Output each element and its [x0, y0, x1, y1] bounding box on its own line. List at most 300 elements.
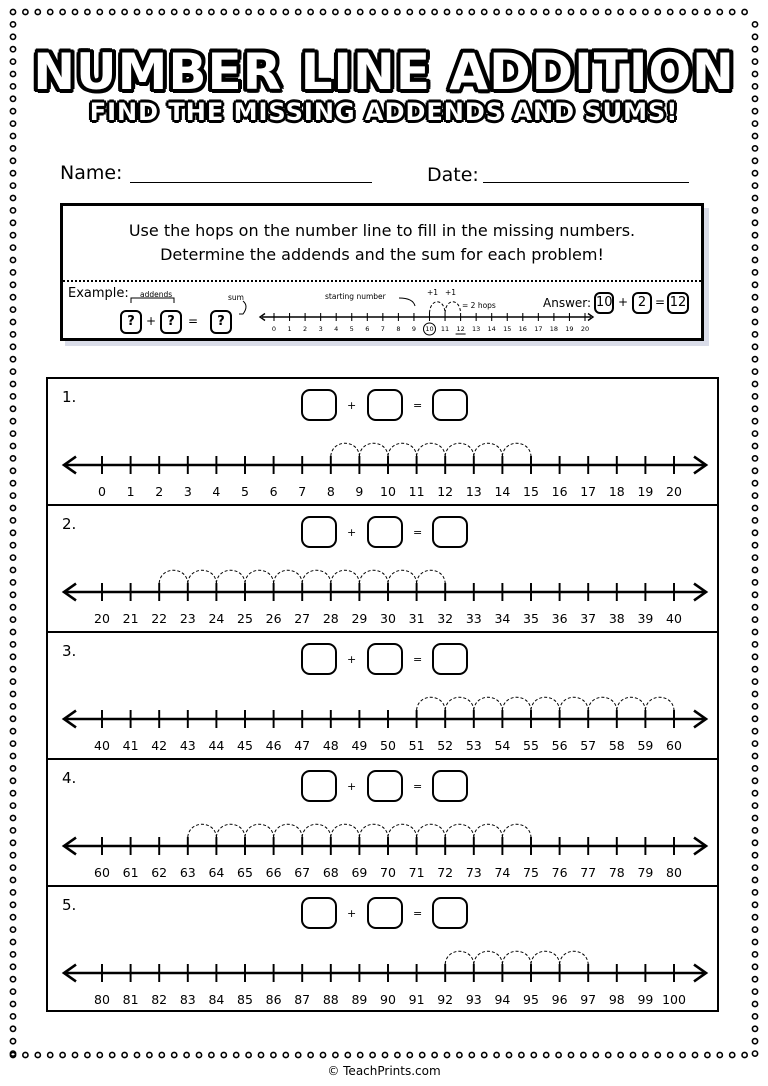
border-dot	[10, 964, 15, 969]
tick-label: 61	[122, 865, 139, 880]
border-dot	[10, 456, 15, 461]
tick-label: 18	[608, 484, 625, 499]
problem-row	[48, 633, 717, 760]
tick-label: 81	[122, 992, 139, 1007]
tick-label: 17	[534, 325, 543, 333]
border-dot	[10, 654, 15, 659]
border-dot	[10, 146, 15, 151]
border-dot	[752, 605, 757, 610]
tick-label: 48	[322, 738, 339, 753]
border-dot	[110, 1052, 115, 1057]
border-dot	[680, 9, 685, 14]
border-dot	[752, 381, 757, 386]
hop-arc	[474, 951, 503, 964]
border-dot	[395, 9, 400, 14]
border-dot	[752, 952, 757, 957]
border-dot	[382, 9, 387, 14]
tick-label: 5	[349, 325, 354, 333]
number-line	[48, 506, 717, 631]
border-dot	[752, 233, 757, 238]
border-dot	[752, 716, 757, 721]
border-dot	[752, 208, 757, 213]
border-dot	[469, 1052, 474, 1057]
border-dot	[10, 753, 15, 758]
border-dot	[358, 1052, 363, 1057]
border-dot	[752, 394, 757, 399]
tick-label: 17	[580, 484, 597, 499]
hop-arc	[359, 824, 388, 837]
border-dot	[752, 915, 757, 920]
border-dot	[85, 1052, 90, 1057]
border-dot	[10, 443, 15, 448]
border-dot	[333, 1052, 338, 1057]
equals-sign: =	[413, 399, 423, 412]
border-dot	[10, 505, 15, 510]
border-dot	[752, 691, 757, 696]
instructions-box	[60, 203, 704, 341]
tick-label: 60	[666, 738, 682, 753]
example-plus-sign: +	[146, 314, 157, 328]
border-dot	[172, 1052, 177, 1057]
border-dot	[10, 927, 15, 932]
border-dot	[370, 9, 375, 14]
border-dot	[10, 245, 15, 250]
border-dot	[752, 146, 757, 151]
border-dot	[752, 406, 757, 411]
plus-sign: +	[347, 399, 357, 412]
border-dot	[382, 1052, 387, 1057]
border-dot	[10, 828, 15, 833]
border-dot	[10, 815, 15, 820]
border-dot	[692, 9, 697, 14]
border-dot	[752, 555, 757, 560]
border-dot	[10, 977, 15, 982]
border-dot	[10, 208, 15, 213]
border-dot	[159, 9, 164, 14]
hop-arc	[502, 824, 531, 837]
border-dot	[752, 704, 757, 709]
border-dot	[606, 9, 611, 14]
border-dot	[10, 555, 15, 560]
tick-label: 45	[237, 738, 253, 753]
border-dot	[10, 543, 15, 548]
border-dot	[10, 592, 15, 597]
border-dot	[10, 642, 15, 647]
border-dot	[752, 282, 757, 287]
border-dot	[655, 9, 660, 14]
border-dot	[444, 9, 449, 14]
tick-label: 65	[237, 865, 253, 880]
border-dot	[705, 9, 710, 14]
border-dot	[752, 431, 757, 436]
tick-label: 1	[126, 484, 135, 499]
hop-arc	[159, 570, 188, 583]
border-dot	[407, 1052, 412, 1057]
border-dot	[296, 9, 301, 14]
border-dot	[10, 629, 15, 634]
border-dot	[35, 9, 40, 14]
border-dot	[752, 890, 757, 895]
border-dot	[72, 9, 77, 14]
tick-label: 31	[408, 611, 425, 626]
border-dot	[246, 9, 251, 14]
border-dot	[10, 915, 15, 920]
tick-label: 20	[94, 611, 110, 626]
worksheet-subtitle: FIND THE MISSING ADDENDS AND SUMS!	[89, 98, 679, 126]
border-dot	[10, 171, 15, 176]
tick-label: 15	[523, 484, 539, 499]
border-dot	[568, 9, 573, 14]
example-addend-box-2: ?	[160, 310, 182, 334]
border-dot	[308, 9, 313, 14]
hop-arc	[531, 697, 560, 710]
border-dot	[581, 9, 586, 14]
border-dot	[752, 617, 757, 622]
border-dot	[395, 1052, 400, 1057]
border-dot	[752, 307, 757, 312]
tick-label: 4	[212, 484, 221, 499]
border-dot	[234, 9, 239, 14]
border-dot	[358, 9, 363, 14]
border-dot	[618, 9, 623, 14]
border-dot	[668, 9, 673, 14]
border-dot	[432, 9, 437, 14]
border-dot	[752, 493, 757, 498]
border-dot	[752, 34, 757, 39]
border-dot	[752, 877, 757, 882]
tick-label: 37	[580, 611, 597, 626]
tick-label: 3	[318, 325, 323, 333]
starting-number-label: starting number	[325, 292, 386, 301]
copyright: © TeachPrints.com	[327, 1064, 441, 1078]
tick-label: 63	[179, 865, 196, 880]
border-dot	[10, 282, 15, 287]
border-dot	[209, 9, 214, 14]
tick-label: 8	[326, 484, 335, 499]
border-dot	[10, 233, 15, 238]
equals-sign: =	[413, 526, 423, 539]
border-dot	[752, 1051, 757, 1056]
answer-addend-1: 10	[594, 292, 614, 314]
hop-arc	[417, 697, 446, 710]
tick-label: 13	[465, 484, 482, 499]
hop-arc	[474, 824, 503, 837]
number-line	[48, 379, 717, 504]
border-dot	[10, 617, 15, 622]
name-label: Name:	[60, 162, 123, 184]
hop-arc	[645, 697, 674, 710]
border-dot	[752, 443, 757, 448]
tick-label: 78	[608, 865, 625, 880]
border-dot	[10, 406, 15, 411]
tick-label: 40	[94, 738, 110, 753]
border-dot	[320, 1052, 325, 1057]
border-dot	[10, 989, 15, 994]
border-dot	[752, 902, 757, 907]
border-dot	[10, 319, 15, 324]
border-dot	[184, 1052, 189, 1057]
tick-label: 40	[666, 611, 682, 626]
border-dot	[482, 1052, 487, 1057]
hop-arc	[588, 697, 617, 710]
tick-label: 42	[151, 738, 168, 753]
date-field[interactable]	[483, 182, 689, 183]
border-dot	[10, 183, 15, 188]
border-dot	[10, 357, 15, 362]
hop-arc	[502, 951, 531, 964]
plus-one-label-a: +1	[427, 288, 439, 297]
tick-label: 72	[437, 865, 454, 880]
hop-arc	[417, 570, 446, 583]
border-dot	[457, 9, 462, 14]
tick-label: 47	[294, 738, 311, 753]
border-dot	[234, 1052, 239, 1057]
hop-arc	[388, 824, 417, 837]
hop-arc	[274, 570, 303, 583]
border-dot	[10, 667, 15, 672]
border-dot	[643, 1052, 648, 1057]
border-dot	[420, 1052, 425, 1057]
tick-label: 89	[351, 992, 368, 1007]
border-dot	[752, 815, 757, 820]
problem-number: 2.	[62, 515, 77, 533]
hop-arc	[474, 443, 503, 456]
tick-label: 68	[322, 865, 339, 880]
tick-label: 97	[580, 992, 597, 1007]
border-dot	[556, 9, 561, 14]
border-dot	[10, 158, 15, 163]
tick-label: 2	[155, 484, 164, 499]
border-dot	[10, 518, 15, 523]
border-dot	[10, 766, 15, 771]
border-dot	[10, 369, 15, 374]
border-dot	[221, 9, 226, 14]
border-dot	[752, 679, 757, 684]
border-dot	[10, 902, 15, 907]
tick-label: 15	[503, 325, 512, 333]
plus-one-label-b: +1	[445, 288, 457, 297]
tick-label: 24	[208, 611, 225, 626]
tick-label: 77	[580, 865, 597, 880]
problems-panel	[46, 377, 719, 1012]
border-dot	[752, 989, 757, 994]
border-dot	[593, 9, 598, 14]
border-dot	[10, 9, 15, 14]
border-dot	[48, 9, 53, 14]
border-dot	[544, 1052, 549, 1057]
border-dot	[752, 505, 757, 510]
border-dot	[23, 9, 28, 14]
tick-label: 41	[122, 738, 139, 753]
tick-label: 55	[523, 738, 539, 753]
border-dot	[752, 1039, 757, 1044]
border-dot	[752, 803, 757, 808]
hop-arc	[359, 443, 388, 456]
plus-sign: +	[347, 653, 357, 666]
tick-label: 49	[351, 738, 368, 753]
hop-arc	[388, 570, 417, 583]
border-dot	[10, 1001, 15, 1006]
tick-label: 7	[298, 484, 307, 499]
border-dot	[10, 431, 15, 436]
border-dot	[10, 890, 15, 895]
border-dot	[643, 9, 648, 14]
tick-label: 57	[580, 738, 597, 753]
border-dot	[10, 195, 15, 200]
number-line	[48, 633, 717, 758]
border-dot	[10, 840, 15, 845]
equals-sign: =	[413, 780, 423, 793]
tick-label: 73	[465, 865, 482, 880]
hop-arc	[445, 951, 474, 964]
border-dot	[221, 1052, 226, 1057]
tick-label: 80	[666, 865, 682, 880]
tick-label: 86	[265, 992, 282, 1007]
tick-label: 7	[380, 325, 385, 333]
border-dot	[752, 332, 757, 337]
border-dot	[10, 133, 15, 138]
tick-label: 14	[494, 484, 511, 499]
tick-label: 53	[465, 738, 482, 753]
hop-arc	[331, 570, 360, 583]
border-dot	[10, 344, 15, 349]
border-dot	[752, 580, 757, 585]
hop-arc	[302, 570, 331, 583]
border-dot	[10, 22, 15, 27]
tick-label: 51	[408, 738, 425, 753]
border-dot	[752, 840, 757, 845]
tick-label: 96	[551, 992, 568, 1007]
starting-number-pointer-icon	[399, 298, 415, 306]
tick-label: 60	[94, 865, 110, 880]
tick-label: 10	[425, 325, 434, 333]
border-dot	[10, 952, 15, 957]
tick-label: 36	[551, 611, 568, 626]
problem-row	[48, 760, 717, 887]
border-dot	[23, 1052, 28, 1057]
border-dot	[196, 9, 201, 14]
border-dot	[752, 964, 757, 969]
tick-label: 27	[294, 611, 311, 626]
hop-arc	[502, 697, 531, 710]
hop-arc	[417, 443, 446, 456]
border-dot	[271, 9, 276, 14]
border-dot	[10, 729, 15, 734]
answer-addend-2: 2	[632, 292, 652, 314]
name-field[interactable]	[130, 182, 372, 183]
border-dot	[444, 1052, 449, 1057]
border-dot	[752, 22, 757, 27]
tick-label: 11	[408, 484, 425, 499]
border-dot	[457, 1052, 462, 1057]
border-dot	[630, 9, 635, 14]
border-dot	[506, 9, 511, 14]
border-dot	[752, 1014, 757, 1019]
tick-label: 74	[494, 865, 511, 880]
border-dot	[196, 1052, 201, 1057]
border-dot	[730, 9, 735, 14]
border-dot	[10, 679, 15, 684]
tick-label: 91	[408, 992, 425, 1007]
tick-label: 76	[551, 865, 568, 880]
tick-label: 29	[351, 611, 368, 626]
border-dot	[320, 9, 325, 14]
example-equals-sign: =	[188, 314, 199, 328]
tick-label: 13	[472, 325, 481, 333]
example-addend-box-1: ?	[120, 310, 142, 334]
border-dot	[10, 778, 15, 783]
instructions-line-2: Determine the addends and the sum for each problem!	[160, 245, 604, 264]
hop-arc	[417, 824, 446, 837]
tick-label: 22	[151, 611, 168, 626]
border-dot	[752, 158, 757, 163]
tick-label: 62	[151, 865, 168, 880]
tick-label: 34	[494, 611, 511, 626]
tick-label: 19	[565, 325, 574, 333]
hop-arc	[302, 824, 331, 837]
border-dot	[184, 9, 189, 14]
tick-label: 11	[440, 325, 450, 333]
border-dot	[752, 295, 757, 300]
border-dot	[333, 9, 338, 14]
tick-label: 85	[237, 992, 253, 1007]
border-dot	[752, 977, 757, 982]
hop-arc	[531, 951, 560, 964]
border-dot	[10, 605, 15, 610]
tick-label: 30	[380, 611, 396, 626]
hop-arc	[560, 951, 589, 964]
tick-label: 75	[523, 865, 539, 880]
tick-label: 93	[465, 992, 482, 1007]
tick-label: 50	[380, 738, 396, 753]
border-dot	[752, 667, 757, 672]
border-dot	[752, 195, 757, 200]
border-dot	[752, 518, 757, 523]
border-dot	[752, 543, 757, 548]
border-dot	[717, 9, 722, 14]
border-dot	[147, 1052, 152, 1057]
border-dot	[752, 530, 757, 535]
tick-label: 69	[351, 865, 368, 880]
border-dot	[10, 295, 15, 300]
border-dot	[370, 1052, 375, 1057]
border-dot	[420, 9, 425, 14]
border-dot	[692, 1052, 697, 1057]
border-dot	[10, 853, 15, 858]
border-dot	[752, 133, 757, 138]
hop-arc	[359, 570, 388, 583]
tick-label: 9	[355, 484, 364, 499]
tick-label: 82	[151, 992, 168, 1007]
border-dot	[531, 9, 536, 14]
tick-label: 83	[179, 992, 196, 1007]
hop-arc	[331, 824, 360, 837]
border-dot	[618, 1052, 623, 1057]
addends-label: addends	[140, 290, 173, 299]
tick-label: 12	[456, 325, 465, 333]
tick-label: 99	[637, 992, 654, 1007]
border-dot	[742, 9, 747, 14]
border-dot	[506, 1052, 511, 1057]
tick-label: 54	[494, 738, 511, 753]
border-dot	[593, 1052, 598, 1057]
border-dot	[752, 183, 757, 188]
border-dot	[752, 468, 757, 473]
tick-label: 80	[94, 992, 110, 1007]
tick-label: 0	[271, 325, 277, 333]
border-dot	[494, 1052, 499, 1057]
date-label: Date:	[427, 164, 479, 186]
